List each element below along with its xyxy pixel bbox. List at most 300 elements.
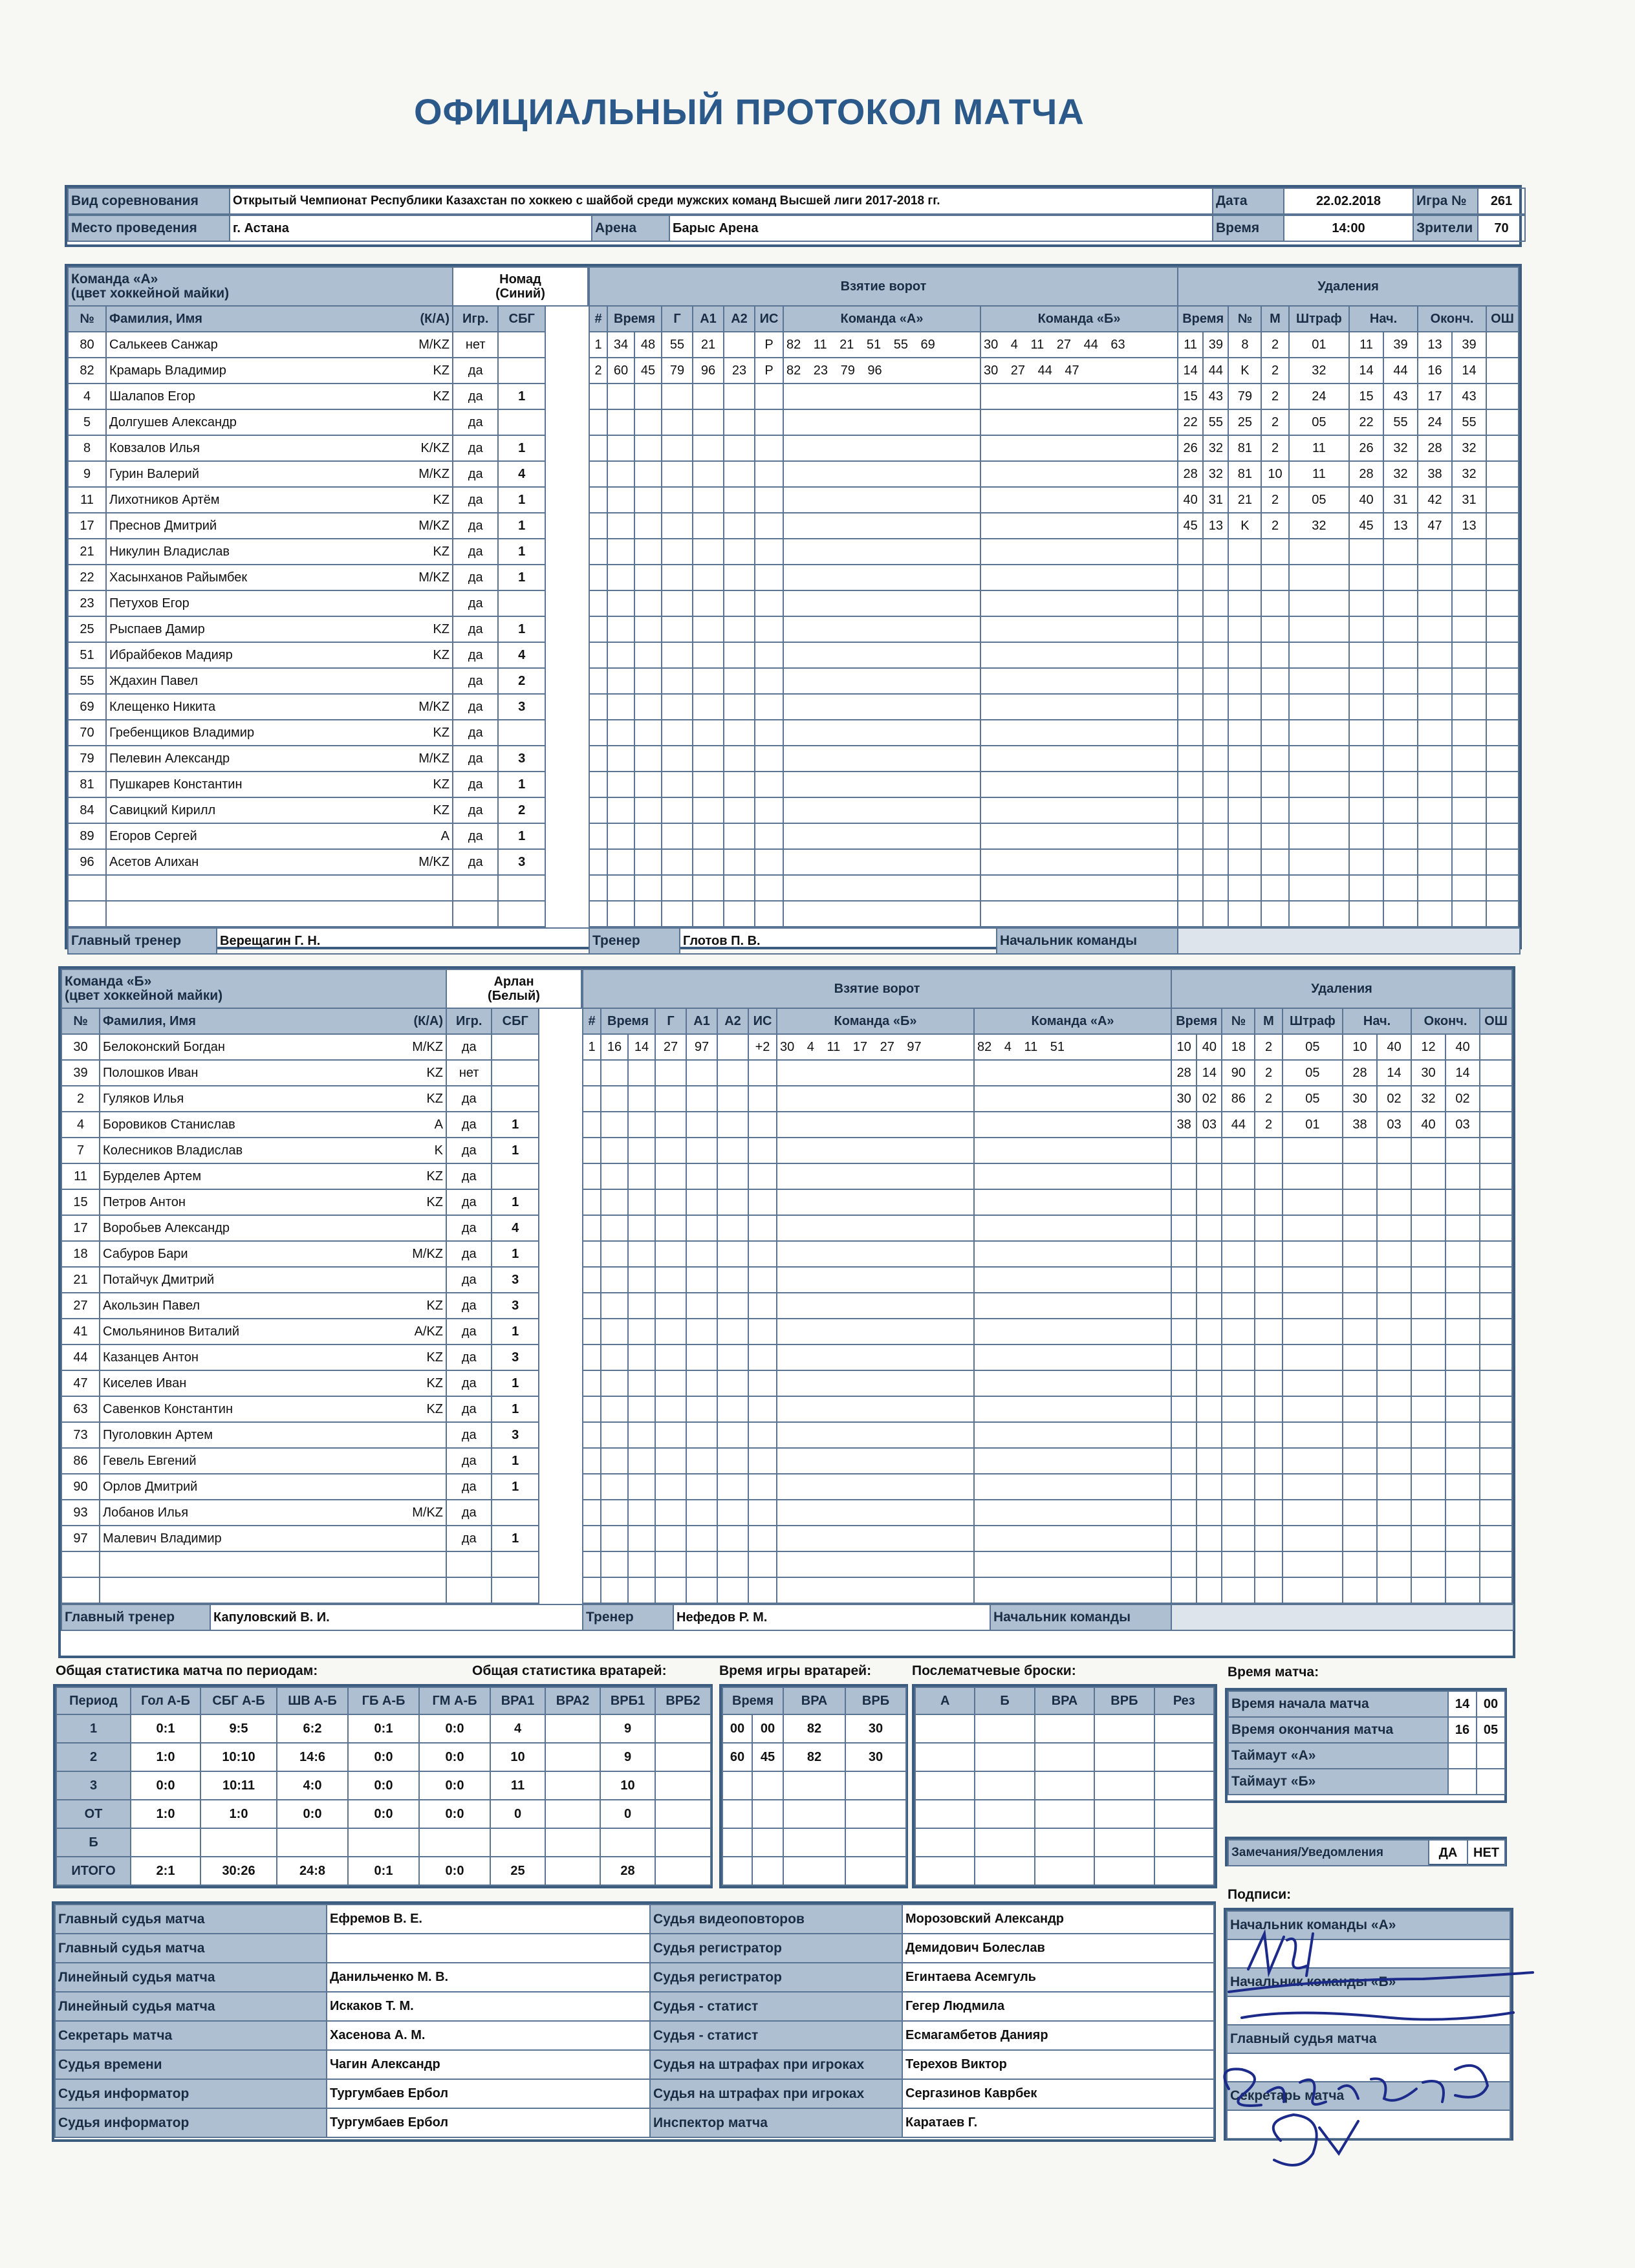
official-name: Морозовский Александр: [902, 1905, 1214, 1934]
player-played: да: [446, 1034, 492, 1060]
player-number: 11: [61, 1163, 100, 1189]
player-played: да: [453, 823, 498, 849]
penalty-row: [1171, 1422, 1512, 1448]
penalty-cell: 2: [1261, 409, 1288, 435]
spectators-label: Зрители: [1413, 215, 1478, 241]
player-row: [61, 1086, 581, 1112]
goal-row-empty: [589, 513, 1178, 539]
penalty-cell: 2: [1255, 1112, 1282, 1138]
penalty-row: [1178, 823, 1519, 849]
period-value: 10: [600, 1771, 655, 1800]
match-time-hh: 16: [1448, 1717, 1477, 1743]
player-status: KZ: [433, 647, 449, 662]
period-row: [56, 1800, 711, 1828]
period-value: 1:0: [131, 1800, 200, 1828]
player-played: да: [446, 1474, 492, 1500]
player-sbg: [492, 1163, 539, 1189]
penalty-row: [1171, 1215, 1512, 1241]
player-row: [68, 772, 588, 797]
player-name: Петров Антон: [103, 1194, 186, 1209]
goal-row-empty: [583, 1163, 1171, 1189]
match-time-label: Время окончания матча: [1228, 1717, 1448, 1743]
player-played: да: [453, 565, 498, 590]
penalty-cell: 32: [1203, 461, 1228, 487]
gk-col-head: ВРА1: [490, 1687, 545, 1714]
penalty-cell: 2: [1261, 383, 1288, 409]
penalty-cell: 17: [1418, 383, 1452, 409]
col-on-ice-opp: Команда «Б»: [980, 306, 1178, 332]
player-name: Малевич Владимир: [103, 1531, 222, 1546]
col-goal-num: #: [583, 1008, 601, 1034]
player-played: да: [446, 1319, 492, 1345]
player-sbg: 3: [498, 849, 545, 875]
trainer: Нефедов Р. М.: [673, 1604, 990, 1630]
period-value: 1:0: [131, 1743, 200, 1771]
penalty-row: [1171, 1112, 1512, 1138]
player-row: [68, 694, 588, 720]
period-value: 9:5: [200, 1714, 277, 1743]
signature-field[interactable]: [1227, 2053, 1510, 2082]
player-row: [61, 1345, 581, 1370]
player-sbg: 3: [492, 1345, 539, 1370]
player-sbg: 4: [492, 1215, 539, 1241]
goal-cell: 45: [634, 358, 662, 383]
player-row: [61, 1060, 581, 1086]
match-time-row: [1228, 1717, 1505, 1743]
player-status: KZ: [426, 1091, 444, 1106]
player-name: Воробьев Александр: [103, 1220, 230, 1235]
period-value: [277, 1828, 348, 1857]
official-name: Чагин Александр: [327, 2050, 650, 2079]
period-value: [655, 1800, 711, 1828]
goal-cell: 1: [589, 332, 607, 358]
official-role: Секретарь матча: [55, 2021, 327, 2050]
penalty-cell: 39: [1452, 332, 1486, 358]
penalty-cell: 45: [1178, 513, 1203, 539]
penalty-cell: 11: [1289, 435, 1349, 461]
player-played: да: [446, 1163, 492, 1189]
goal-cell: +2: [748, 1034, 777, 1060]
official-row: [55, 2108, 1214, 2137]
penalty-cell: 18: [1222, 1034, 1255, 1060]
signature-label: Начальник команды «А»: [1227, 1911, 1510, 1939]
penalty-cell: 26: [1178, 435, 1203, 461]
team-name: Номад: [499, 272, 541, 286]
player-row: [61, 1370, 581, 1396]
shootout-col-head: Б: [975, 1687, 1034, 1714]
match-time: 14:00: [1284, 215, 1413, 241]
player-played: да: [446, 1215, 492, 1241]
goal-cell: 96: [693, 358, 724, 383]
penalty-cell: 02: [1196, 1086, 1222, 1112]
penalty-cell: 01: [1289, 332, 1349, 358]
player-sbg: 1: [492, 1189, 539, 1215]
player-number: 97: [61, 1526, 100, 1551]
penalty-cell: 11: [1349, 332, 1383, 358]
penalty-cell: 03: [1377, 1112, 1411, 1138]
officials-table: [52, 1901, 1216, 2142]
player-sbg: 1: [492, 1474, 539, 1500]
player-number: 41: [61, 1319, 100, 1345]
player-number: 80: [68, 332, 106, 358]
col-goal: Г: [662, 306, 693, 332]
penalty-row: [1171, 1319, 1512, 1345]
player-sbg: [492, 1034, 539, 1060]
remarks-no[interactable]: НЕТ: [1467, 1840, 1505, 1866]
penalty-cell: 38: [1343, 1112, 1377, 1138]
col-ka: (К/А): [420, 311, 449, 326]
player-status: M/KZ: [412, 1039, 444, 1054]
player-number: 2: [61, 1086, 100, 1112]
period-value: [348, 1828, 419, 1857]
penalty-cell: 01: [1283, 1112, 1343, 1138]
signature-label: Секретарь матча: [1227, 2082, 1510, 2110]
trainer: Глотов П. В.: [680, 928, 997, 954]
period-row: [56, 1857, 711, 1885]
penalty-row: [1178, 383, 1519, 409]
penalty-cell: 44: [1383, 358, 1418, 383]
player-name: Ковзалов Илья: [109, 440, 200, 455]
player-name: Пушкарев Константин: [109, 777, 243, 792]
player-number: 8: [68, 435, 106, 461]
period-value: [419, 1828, 490, 1857]
player-played: да: [446, 1396, 492, 1422]
period-value: [655, 1771, 711, 1800]
period-value: [545, 1800, 600, 1828]
penalty-row: [1178, 797, 1519, 823]
player-sbg: 1: [498, 435, 545, 461]
gk-col-head: ВРБ2: [655, 1687, 711, 1714]
player-sbg: 2: [498, 668, 545, 694]
gkt-value: 00: [722, 1714, 752, 1743]
penalty-row: [1171, 1034, 1512, 1060]
player-row: [68, 797, 588, 823]
gkt-b-head: ВРБ: [845, 1687, 906, 1714]
goal-row-empty: [589, 797, 1178, 823]
penalty-row: [1171, 1551, 1512, 1577]
player-number: 70: [68, 720, 106, 746]
player-number: 81: [68, 772, 106, 797]
gkt-row: [722, 1771, 906, 1800]
head-coach: Капуловский В. И.: [210, 1604, 583, 1630]
official-name: Демидович Болеслав: [902, 1934, 1214, 1963]
col-pen-time: Время: [1178, 306, 1228, 332]
player-number: 51: [68, 642, 106, 668]
remarks-box: [1225, 1837, 1507, 1866]
player-row-empty: [68, 901, 588, 927]
penalty-cell: 2: [1255, 1034, 1282, 1060]
goal-row-empty: [589, 590, 1178, 616]
penalty-cell: 03: [1446, 1112, 1480, 1138]
penalty-cell: 32: [1383, 435, 1418, 461]
player-row: [68, 435, 588, 461]
shootout-col-head: ВРБ: [1094, 1687, 1154, 1714]
player-number: 86: [61, 1448, 100, 1474]
player-played: да: [453, 772, 498, 797]
penalty-cell: 43: [1383, 383, 1418, 409]
gkt-value: 60: [722, 1743, 752, 1771]
period-value: 10:10: [200, 1743, 277, 1771]
period-value: 1:0: [200, 1800, 277, 1828]
goal-row-empty: [589, 746, 1178, 772]
period-value: 0:0: [348, 1771, 419, 1800]
penalty-cell: 47: [1418, 513, 1452, 539]
period-row: [56, 1714, 711, 1743]
period-value: 0: [600, 1800, 655, 1828]
player-status: M/KZ: [418, 751, 449, 766]
official-role: Инспектор матча: [650, 2108, 902, 2137]
gk-col-head: ВРА2: [545, 1687, 600, 1714]
player-status: M/KZ: [418, 337, 449, 352]
player-sbg: 3: [492, 1267, 539, 1293]
player-played: да: [446, 1112, 492, 1138]
goal-cell: 1: [583, 1034, 601, 1060]
trainer-label: Тренер: [589, 928, 680, 954]
player-played: да: [453, 539, 498, 565]
chief-label: Начальник команды: [990, 1604, 1171, 1630]
match-time-hh: [1448, 1743, 1477, 1769]
period-col-head: ШВ А-Б: [277, 1687, 348, 1714]
match-time-mm: [1477, 1769, 1505, 1795]
penalty-row: [1178, 772, 1519, 797]
official-role: Линейный судья матча: [55, 1963, 327, 1992]
period-value: 14:6: [277, 1743, 348, 1771]
penalty-cell: 81: [1228, 435, 1261, 461]
goal-row-empty: [583, 1526, 1171, 1551]
penalty-row: [1178, 642, 1519, 668]
penalty-cell: 22: [1349, 409, 1383, 435]
player-name: Савицкий Кирилл: [109, 803, 216, 817]
goal-row-empty: [589, 823, 1178, 849]
goal-cell: 27: [655, 1034, 686, 1060]
penalty-cell: 2: [1261, 487, 1288, 513]
player-status: KZ: [433, 492, 449, 507]
col-sbg: СБГ: [498, 306, 545, 332]
player-row: [68, 746, 588, 772]
gkt-row: [722, 1743, 906, 1771]
col-goal-num: #: [589, 306, 607, 332]
penalty-cell: 32: [1383, 461, 1418, 487]
player-sbg: 1: [492, 1526, 539, 1551]
player-number: 30: [61, 1034, 100, 1060]
penalty-cell: 02: [1377, 1086, 1411, 1112]
goal-row-empty: [589, 461, 1178, 487]
period-value: [545, 1743, 600, 1771]
match-time-title: Время матча:: [1228, 1665, 1319, 1679]
goal-row-empty: [583, 1189, 1171, 1215]
penalty-row: [1178, 746, 1519, 772]
penalty-row: [1171, 1241, 1512, 1267]
penalty-cell: 24: [1289, 383, 1349, 409]
goal-row: [583, 1034, 1171, 1060]
goal-row: [589, 332, 1178, 358]
player-played: да: [453, 409, 498, 435]
official-name: Хасенова А. М.: [327, 2021, 650, 2050]
penalty-cell: 10: [1343, 1034, 1377, 1060]
player-status: A/KZ: [414, 1324, 444, 1339]
signatures-box: [1224, 1908, 1513, 2141]
player-number: 21: [68, 539, 106, 565]
player-number: 93: [61, 1500, 100, 1526]
penalty-cell: 32: [1452, 435, 1486, 461]
col-pen-code: Штраф: [1283, 1008, 1343, 1034]
period-value: [600, 1828, 655, 1857]
col-a2: А2: [717, 1008, 748, 1034]
penalty-cell: 40: [1377, 1034, 1411, 1060]
period-name: 2: [56, 1743, 131, 1771]
official-role: Судья регистратор: [650, 1934, 902, 1963]
goal-on-ice-opp: 30 27 44 47: [980, 358, 1178, 383]
player-name: Полошков Иван: [103, 1065, 199, 1080]
player-sbg: 1: [492, 1112, 539, 1138]
penalty-row: [1178, 565, 1519, 590]
penalty-cell: K: [1228, 358, 1261, 383]
penalty-cell: 43: [1203, 383, 1228, 409]
penalty-cell: 13: [1203, 513, 1228, 539]
official-role: Судья времени: [55, 2050, 327, 2079]
player-status: M/KZ: [418, 466, 449, 481]
player-sbg: [492, 1060, 539, 1086]
period-value: [655, 1828, 711, 1857]
player-played: да: [446, 1267, 492, 1293]
player-status: KZ: [433, 803, 449, 817]
period-value: 0:0: [419, 1800, 490, 1828]
penalty-cell: 26: [1349, 435, 1383, 461]
penalty-cell: 38: [1418, 461, 1452, 487]
game-number: 261: [1478, 188, 1525, 214]
penalty-cell: 44: [1222, 1112, 1255, 1138]
penalty-cell: 03: [1196, 1112, 1222, 1138]
shootout-col-head: Рез: [1154, 1687, 1214, 1714]
goal-cell: 79: [662, 358, 693, 383]
official-name: Искаков Т. М.: [327, 1992, 650, 2021]
goal-on-ice-opp: 30 4 11 27 44 63: [980, 332, 1178, 358]
penalty-cell: 10: [1171, 1034, 1196, 1060]
penalty-cell: 14: [1178, 358, 1203, 383]
match-time-mm: 05: [1477, 1717, 1505, 1743]
col-pen-time: Время: [1171, 1008, 1222, 1034]
player-number: 84: [68, 797, 106, 823]
penalty-cell: 05: [1283, 1060, 1343, 1086]
player-name: Пуголовкин Артем: [103, 1427, 213, 1442]
official-name: Гегер Людмила: [902, 1992, 1214, 2021]
player-name: Потайчук Дмитрий: [103, 1272, 215, 1287]
goal-on-ice-own: 82 11 21 51 55 69: [783, 332, 980, 358]
player-number: 17: [61, 1215, 100, 1241]
coach-label: Главный тренер: [68, 928, 217, 954]
match-time-label: Время начала матча: [1228, 1691, 1448, 1717]
official-role: Судья на штрафах при игроках: [650, 2050, 902, 2079]
player-status: M/KZ: [418, 699, 449, 714]
player-sbg: 1: [492, 1396, 539, 1422]
period-row: [56, 1743, 711, 1771]
player-status: KZ: [426, 1376, 444, 1390]
remarks-yes[interactable]: ДА: [1429, 1840, 1467, 1866]
player-played: нет: [453, 332, 498, 358]
goal-row-empty: [589, 772, 1178, 797]
penalty-cell: 30: [1411, 1060, 1446, 1086]
player-number: 7: [61, 1138, 100, 1163]
col-igr: Игр.: [446, 1008, 492, 1034]
player-status: KZ: [433, 363, 449, 378]
signature-field[interactable]: [1227, 2110, 1510, 2139]
official-name: Есмагамбетов Данияр: [902, 2021, 1214, 2050]
penalty-row: [1178, 616, 1519, 642]
penalty-row: [1178, 590, 1519, 616]
penalty-cell: 16: [1418, 358, 1452, 383]
goal-row-empty: [583, 1319, 1171, 1345]
player-number: 11: [68, 487, 106, 513]
player-sbg: 1: [498, 616, 545, 642]
penalty-cell: 40: [1196, 1034, 1222, 1060]
goal-row-empty: [589, 383, 1178, 409]
player-status: KZ: [426, 1401, 444, 1416]
col-goal: Г: [655, 1008, 686, 1034]
official-row: [55, 1963, 1214, 1992]
penalty-cell: 32: [1452, 461, 1486, 487]
period-value: 10:11: [200, 1771, 277, 1800]
team-name: Арлан: [493, 975, 534, 989]
penalty-row: [1178, 668, 1519, 694]
player-name: Акользин Павел: [103, 1298, 200, 1313]
official-role: Судья на штрафах при игроках: [650, 2079, 902, 2108]
goal-row-empty: [583, 1293, 1171, 1319]
goal-row-empty: [589, 616, 1178, 642]
signature-label: Начальник команды «Б»: [1227, 1968, 1510, 1996]
player-status: KZ: [426, 1194, 444, 1209]
player-sbg: 1: [498, 565, 545, 590]
player-number: 39: [61, 1060, 100, 1086]
period-value: [200, 1828, 277, 1857]
penalty-cell: 31: [1383, 487, 1418, 513]
penalty-cell: 11: [1289, 461, 1349, 487]
penalty-row: [1178, 539, 1519, 565]
penalty-row: [1178, 901, 1519, 927]
col-on-ice-own: Команда «Б»: [777, 1008, 974, 1034]
gkt-value: 82: [783, 1743, 845, 1771]
player-row: [68, 720, 588, 746]
goal-row-empty: [583, 1345, 1171, 1370]
goal-cell: [717, 1034, 748, 1060]
col-pen-start: Нач.: [1343, 1008, 1411, 1034]
player-number: 63: [61, 1396, 100, 1422]
goal-row-empty: [583, 1370, 1171, 1396]
penalty-cell: 14: [1349, 358, 1383, 383]
player-row: [68, 539, 588, 565]
signature-field[interactable]: [1227, 1996, 1510, 2025]
player-name: Асетов Алихан: [109, 854, 199, 869]
col-pen-end: Оконч.: [1411, 1008, 1480, 1034]
arena-label: Арена: [592, 215, 669, 241]
player-row: [68, 590, 588, 616]
player-status: KZ: [433, 777, 449, 792]
player-played: да: [446, 1345, 492, 1370]
player-number: 89: [68, 823, 106, 849]
signature-field[interactable]: [1227, 1939, 1510, 1968]
official-row: [55, 1905, 1214, 1934]
player-sbg: 1: [498, 513, 545, 539]
penalty-cell: 31: [1203, 487, 1228, 513]
period-stats-table: [53, 1684, 713, 1888]
goal-cell: 16: [601, 1034, 628, 1060]
penalty-cell: 55: [1383, 409, 1418, 435]
penalty-cell: 90: [1222, 1060, 1255, 1086]
gkt-time-head: Время: [722, 1687, 783, 1714]
goal-row-empty: [589, 539, 1178, 565]
player-status: M/KZ: [412, 1246, 444, 1261]
penalty-cell: 42: [1418, 487, 1452, 513]
player-status: KZ: [433, 725, 449, 740]
